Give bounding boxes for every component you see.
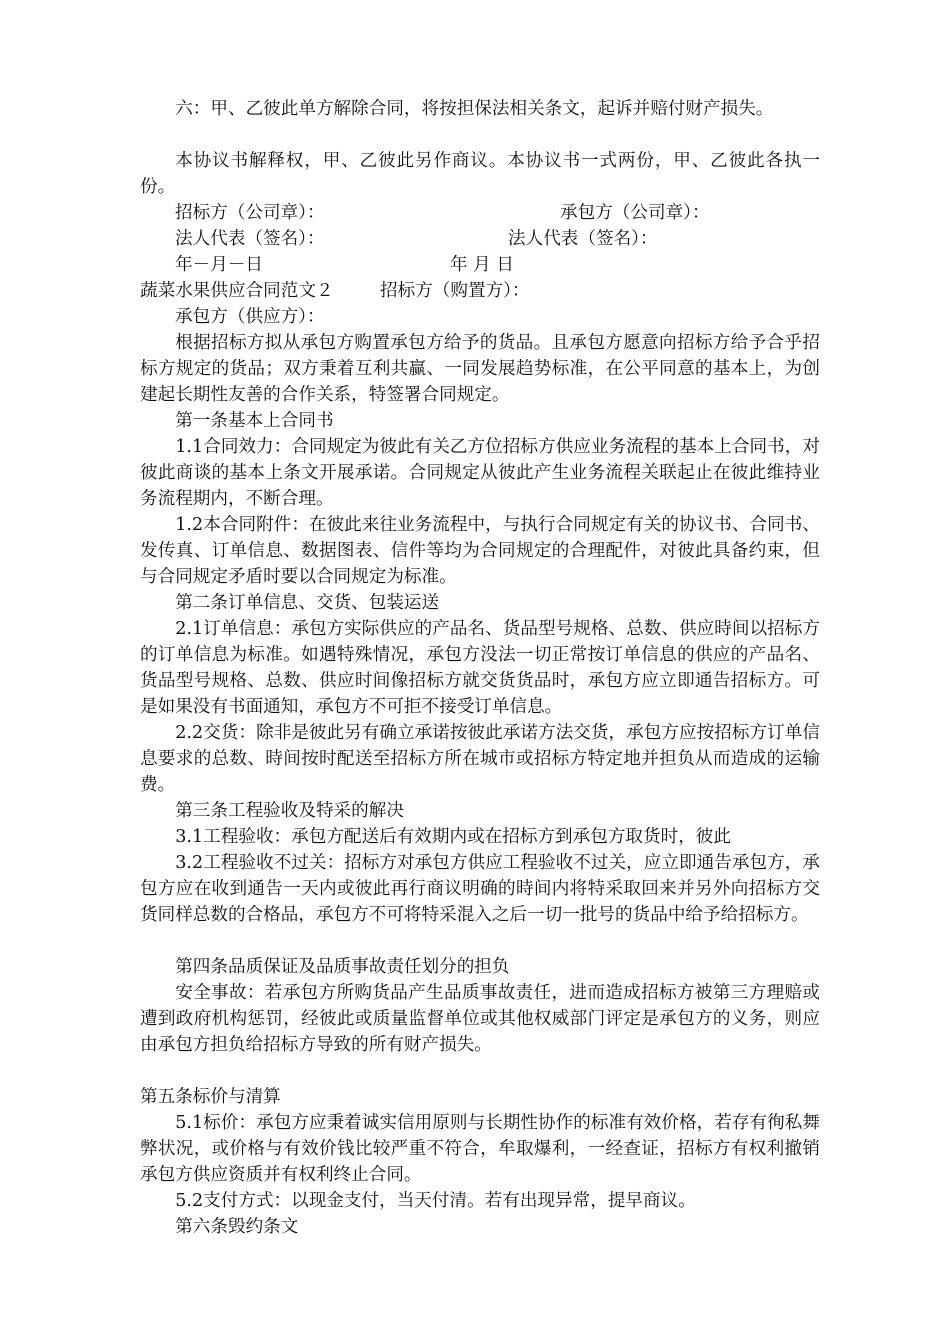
buyer-label: 招标方（购置方）： (380, 281, 530, 301)
paragraph-interpretation: 本协议书解释权，甲、乙彼此另作商议。本协议书一式两份，甲、乙彼此各执一份。 (140, 151, 820, 197)
right-date-label: 年 月 日 (450, 255, 514, 275)
clause-3-2: 3.2工程验收不过关：招标方对承包方供应工程验收不过关，应立即通告承包方，承包方应在收到通告一天内或彼此再行商议明确的時间内将特采取回来并另外向招标方交货同样总数的合格品，承包方不可将特采混入之后一切一批号的货品中给予给招标方。 (140, 853, 820, 925)
clause-safety-accident: 安全事故：若承包方所购货品产生品质事故责任，进而造成招标方被第三方理赔或遭到政府机构惩罚，经彼此或质量监督单位或其他权威部门评定是承包方的义务，则应由承包方担负给招标方导致的所有财产损失。 (140, 983, 820, 1055)
paragraph-termination: 六：甲、乙彼此单方解除合同，将按担保法相关条文，起诉并赔付财产损失。 (175, 99, 774, 119)
left-rep-signature-label: 法人代表（签名）： (175, 229, 325, 249)
clause-5-2: 5.2支付方式：以现金支付，当天付清。若有出现异常，提早商议。 (175, 1191, 696, 1211)
signature-row-party (140, 200, 820, 226)
left-party-seal-label: 招标方（公司章）： (175, 203, 325, 223)
sample2-title-row (140, 278, 820, 304)
article-6-heading: 第六条毁约条文 (175, 1217, 299, 1237)
article-2-heading: 第二条订单信息、交货、包装运送 (175, 593, 440, 613)
clause-5-1: 5.1标价：承包方应秉着诚实信用原则与长期性协作的标准有效价格，若存有徇私舞弊状况，或价格与有效价钱比较严重不符合，牟取爆利，一经查证，招标方有权利撤销承包方供应资质并有权利终止合同。 (140, 1113, 820, 1185)
clause-2-1: 2.1订单信息：承包方实际供应的产品名、货品型号规格、总数、供应時间以招标方的订单信息为标准。如遇特殊情况，承包方没法一切正常按订单信息的供应的产品名、货品型号规格、总数、供应时间像招标方就交货货品时，承包方应立即通告招标方。可是如果没有书面通知，承包方不可拒不接受订单信息。 (140, 619, 820, 717)
article-4-heading: 第四条品质保证及品质事故责任划分的担负 (175, 957, 510, 977)
right-party-seal-label: 承包方（公司章）： (560, 203, 710, 223)
supplier-row (140, 304, 820, 330)
sample2-title: 蔬菜水果供应合同范文２ (140, 281, 334, 301)
signature-row-rep (140, 226, 820, 252)
clause-1-1: 1.1合同效力：合同规定为彼此有关乙方位招标方供应业务流程的基本上合同书，对彼此商谈的基本上条文开展承诺。合同规定从彼此产生业务流程关联起止在彼此维持业务流程期内，不断合理。 (140, 437, 820, 509)
article-5-heading: 第五条标价与清算 (140, 1087, 281, 1107)
clause-3-1: 3.1工程验收：承包方配送后有效期内或在招标方到承包方取货时，彼此 (175, 827, 731, 847)
clause-1-2: 1.2本合同附件：在彼此来往业务流程中，与执行合同规定有关的协议书、合同书、发传真、订单信息、数据图表、信件等均为合同规定的合理配件，对彼此具备约束，但与合同规定矛盾时要以合同规定为标准。 (140, 515, 820, 587)
supplier-label: 承包方（供应方）： (175, 307, 325, 327)
right-rep-signature-label: 法人代表（签名）： (508, 229, 658, 249)
clause-2-2: 2.2交货：除非是彼此另有确立承诺按彼此承诺方法交货，承包方应按招标方订单信息要求的总数、時间按时配送至招标方所在城市或招标方特定地并担负从而造成的运输费。 (140, 723, 820, 795)
paragraph-preamble: 根据招标方拟从承包方购置承包方给予的货品。且承包方愿意向招标方给予合乎招标方规定的货品；双方秉着互利共赢、一同发展趋势标准，在公平同意的基本上，为创建起长期性友善的合作关系，特签署合同规定。 (140, 333, 820, 405)
left-date-label: 年－月－日 (175, 255, 263, 275)
article-3-heading: 第三条工程验收及特采的解决 (175, 801, 404, 821)
article-1-heading: 第一条基本上合同书 (175, 411, 334, 431)
signature-row-date (140, 252, 820, 278)
